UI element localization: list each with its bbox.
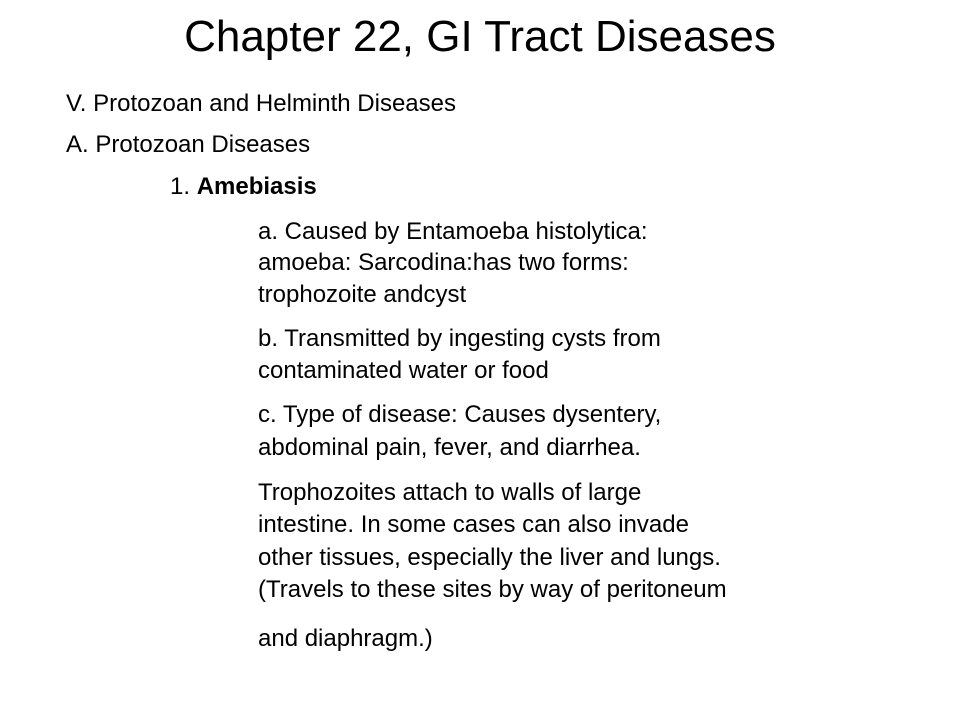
topic-number: 1. (170, 173, 191, 200)
point-d-line-3: other tissues, especially the liver and lungs. (258, 544, 721, 571)
point-d-line-4: (Travels to these sites by way of peritoneum (258, 576, 727, 603)
point-c-line-1: c. Type of disease: Causes dysentery, (258, 401, 662, 428)
point-a-line-2: amoeba: Sarcodina:has two forms: (258, 249, 629, 276)
point-d-line-5: and diaphragm.) (258, 625, 433, 652)
slide-title: Chapter 22, GI Tract Diseases (184, 12, 776, 61)
point-a-line-3: trophozoite andcyst (258, 281, 467, 308)
point-a-line-1: a. Caused by Entamoeba histolytica: (258, 218, 648, 245)
point-b-line-1: b. Transmitted by ingesting cysts from (258, 325, 661, 352)
topic-heading (170, 173, 317, 201)
point-c-line-2: abdominal pain, fever, and diarrhea. (258, 434, 641, 461)
subsection-heading: A. Protozoan Diseases (66, 131, 311, 158)
point-d-line-2: intestine. In some cases can also invade (258, 511, 689, 538)
point-b-line-2: contaminated water or food (258, 357, 549, 384)
topic-name: Amebiasis (196, 173, 317, 200)
point-d-line-1: Trophozoites attach to walls of large (258, 479, 642, 506)
section-heading: V. Protozoan and Helminth Diseases (66, 90, 456, 117)
